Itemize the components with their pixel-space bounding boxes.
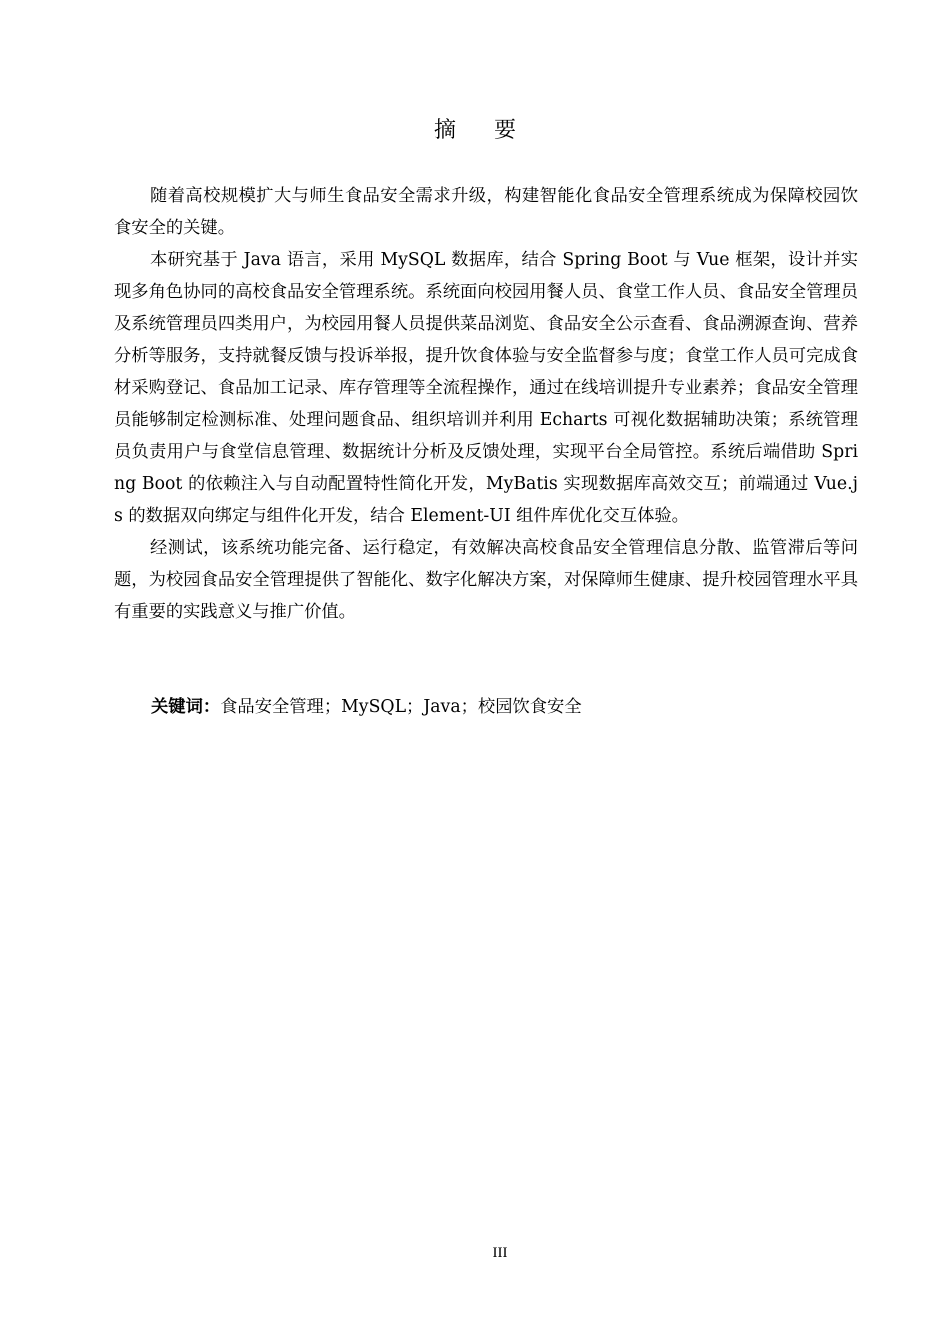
- abstract-paragraph-3: 经测试，该系统功能完备、运行稳定，有效解决高校食品安全管理信息分散、监管滞后等问题，为校园食品安全管理提供了智能化、数字化解决方案，对保障师生健康、提升校园管理水平具有重要的实践意义与推广价值。: [114, 538, 858, 622]
- keywords-value: 食品安全管理；MySQL；Java；校园饮食安全: [220, 697, 582, 717]
- abstract-paragraph-1: 随着高校规模扩大与师生食品安全需求升级，构建智能化食品安全管理系统成为保障校园饮食安全的关键。: [114, 186, 858, 238]
- abstract-paragraph-2: 本研究基于 Java 语言，采用 MySQL 数据库，结合 Spring Boot 与 Vue 框架，设计并实现多角色协同的高校食品安全管理系统。系统面向校园用餐人员、食堂工作人员、食品安全管理员及系统管理员四类用户，为校园用餐人员提供菜品浏览、食品安全公示查看、食品溯源查询、营养分析等服务，支持就餐反馈与投诉举报，提升饮食体验与安全监督参与度；食堂工作人员可完成食材采购登记、食品加工记录、库存管理等全流程操作，通过在线培训提升专业素养；食品安全管理员能够制定检测标准、处理问题食品、组织培训并利用 Echarts 可视化数据辅助决策；系统管理员负责用户与食堂信息管理、数据统计分析及反馈处理，实现平台全局管控。系统后端借助 Spring Boot 的依赖注入与自动配置特性简化开发，MyBatis 实现数据库高效交互；前端通过 Vue.js 的数据双向绑定与组件化开发，结合 Element-UI 组件库优化交互体验。: [114, 250, 858, 526]
- page-number: III: [492, 1245, 508, 1261]
- abstract-body: [114, 180, 858, 628]
- keywords-line: [151, 691, 851, 723]
- abstract-title: 摘要: [433, 118, 554, 143]
- keywords-label: 关键词：: [151, 697, 221, 717]
